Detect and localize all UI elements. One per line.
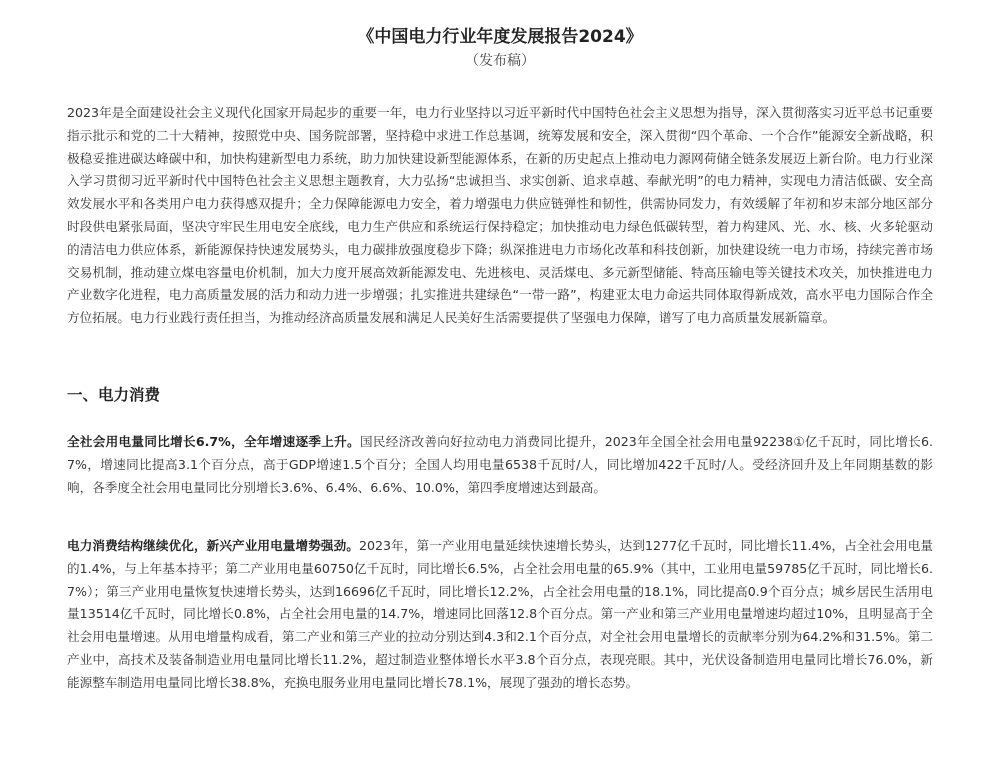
paragraph-body: 国民经济改善向好拉动电力消费同比提升，2023年全国全社会用电量92238①亿千瓦时，同比增长6.7%，增速同比提高3.1个百分点，高于GDP增速1.5个百分；全国人均用电量6538千瓦时/人，同比增加422千瓦时/人。受经济回升及上年同期基数的影响，各季度全社会用电量同比分别增长3.6%、6.4%、6.6%、10.0%，第四季度增速达到最高。 xyxy=(67,434,933,495)
intro-paragraph: 2023年是全面建设社会主义现代化国家开局起步的重要一年，电力行业坚持以习近平新时代中国特色社会主义思想为指导，深入贯彻落实习近平总书记重要指示批示和党的二十大精神，按照党中央、国务院部署，坚持稳中求进工作总基调，统筹发展和安全，深入贯彻“四个革命、一个合作”能源安全新战略，积极稳妥推进碳达峰碳中和，加快构建新型电力系统，助力加快建设新型能源体系，在新的历史起点上推动电力源网荷储全链条发展迈上新台阶。电力行业深入学习贯彻习近平新时代中国特色社会主义思想主题教育，大力弘扬“忠诚担当、求实创新、追求卓越、奉献光明”的电力精神，实现电力清洁低碳、安全高效发展水平和各类用户电力获得感双提升；全力保障能源电力安全，着力增强电力供应链弹性和韧性，供需协同发力，有效缓解了年初和岁末部分地区部分时段供电紧张局面，坚决守牢民生用电安全底线，电力生产供应和系统运行保持稳定；加快推动电力绿色低碳转型，着力构建风、光、水、核、火多轮驱动的清洁电力供应体系，新能源保持快速发展势头，电力碳排放强度稳步下降；纵深推进电力市场化改革和科技创新，加快建设统一电力市场，持续完善市场交易机制，推动建立煤电容量电价机制，加大力度开展高效新能源发电、先进核电、灵活煤电、多元新型储能、特高压输电等关键技术攻关，加快推进电力产业数字化进程，电力高质量发展的活力和动力进一步增强；扎实推进共建绿色“一带一路”，构建亚太电力命运共同体取得新成效，高水平电力国际合作全方位拓展。电力行业践行责任担当，为推动经济高质量发展和满足人民美好生活需要提供了坚强电力保障，谱写了电力高质量发展新篇章。 xyxy=(67,105,933,326)
paragraph-body: 2023年，第一产业用电量延续快速增长势头，达到1277亿千瓦时，同比增长11.4%，占全社会用电量的1.4%，与上年基本持平；第二产业用电量60750亿千瓦时，同比增长6.5%，占全社会用电量的65.9%（其中，工业用电量59785亿千瓦时，同比增长6.7%）；第三产业用电量恢复快速增长势头，达到16696亿千瓦时，同比增长12.2%，占全社会用电量的18.1%，同比提高0.9个百分点；城乡居民生活用电量13514亿千瓦时，同比增长0.8%，占全社会用电量的14.7%，增速同比回落12.8个百分点。第一产业和第三产业用电量增速均超过10%，且明显高于全社会用电量增速。从用电增量构成看，第二产业和第三产业的拉动分别达到4.3和2.1个百分点，对全社会用电量增长的贡献率分别为64.2%和31.5%。第二产业中，高技术及装备制造业用电量同比增长11.2%，超过制造业整体增长水平3.8个百分点，表现亮眼。其中，光伏设备制造用电量同比增长76.0%，新能源整车制造用电量同比增长38.8%，充换电服务业用电量同比增长78.1%，展现了强劲的增长态势。 xyxy=(67,538,934,690)
consumption-structure-paragraph xyxy=(67,535,933,695)
paragraph-lead: 全社会用电量同比增长6.7%，全年增速逐季上升。 xyxy=(67,434,360,449)
paragraph-lead: 电力消费结构继续优化，新兴产业用电量增势强劲。 xyxy=(67,538,359,553)
consumption-growth-paragraph xyxy=(67,431,933,499)
report-title: 《中国电力行业年度发展报告2024》 xyxy=(357,27,643,47)
report-subtitle: （发布稿） xyxy=(465,53,535,69)
section-heading-power-consumption: 一、电力消费 xyxy=(67,386,161,404)
